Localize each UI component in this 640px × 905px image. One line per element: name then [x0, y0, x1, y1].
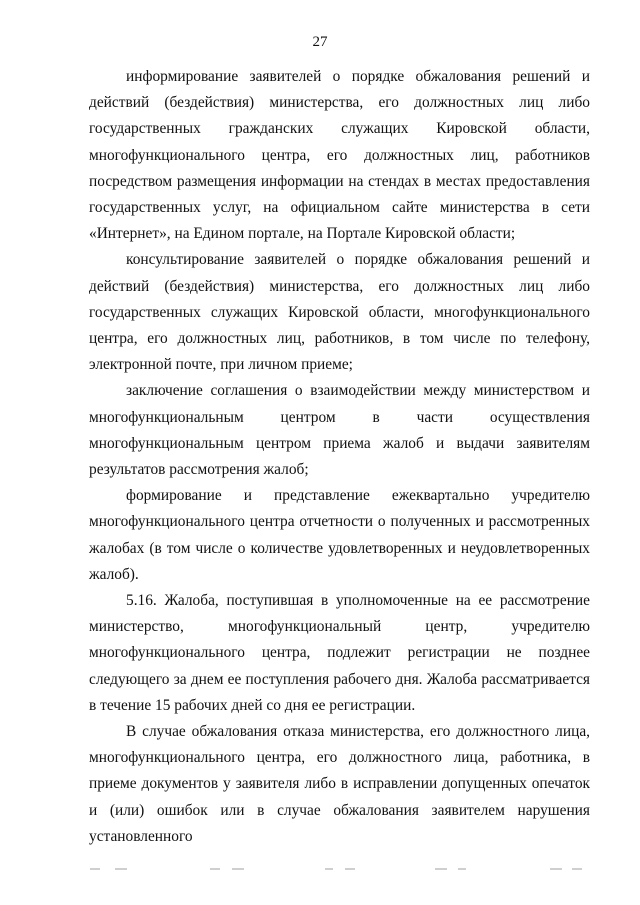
- paragraph-reporting: формирование и представление ежеквартально учредителю многофункционального центра отчетности о полученных и рассмотренных жалобах (в том числе о количестве удовлетворенных и неудовлетворенных жалоб).: [89, 487, 590, 583]
- paragraph-informing: информирование заявителей о порядке обжалования решений и действий (бездействия) министерства, его должностных лиц либо государственных гражданских служащих Кировской области, многофункционального центра, его должностных лиц, работников посредством размещения информации на стендах в местах предоставления государственных услуг, на официальном сайте министерства в сети «Интернет», на Едином портале, на Портале Кировской области;: [89, 68, 590, 243]
- paragraph-consulting: консультирование заявителей о порядке обжалования решений и действий (бездействия) министерства, его должностных лиц либо государственных служащих Кировской области, многофункционального центра, его должностных лиц, работников, в том числе по телефону, электронной почте, при личном приеме;: [89, 251, 590, 374]
- paragraph-agreement: заключение соглашения о взаимодействии между министерством и многофункциональным центром в части осуществления многофункциональным центром приема жалоб и выдачи заявителям результатов рассмотрения жалоб;: [89, 382, 590, 479]
- paragraph-5-16: 5.16. Жалоба, поступившая в уполномоченные на ее рассмотрение министерство, многофункциональный центр, учредителю многофункционального центра, подлежит регистрации не позднее следующего за днем ее поступления рабочего дня. Жалоба рассматривается в течение 15 рабочих дней со дня ее регистрации.: [89, 592, 590, 714]
- paragraph-appeal-refusal: В случае обжалования отказа министерства, его должностного лица, многофункционального центра, его должностного лица, работника, в приеме документов у заявителя либо в исправлении допущенных опечаток и (или) ошибок или в случае обжалования заявителем нарушения установленного: [89, 723, 590, 845]
- page-number: 27: [312, 34, 328, 50]
- document-body: [89, 64, 590, 850]
- scan-noise: [60, 868, 600, 882]
